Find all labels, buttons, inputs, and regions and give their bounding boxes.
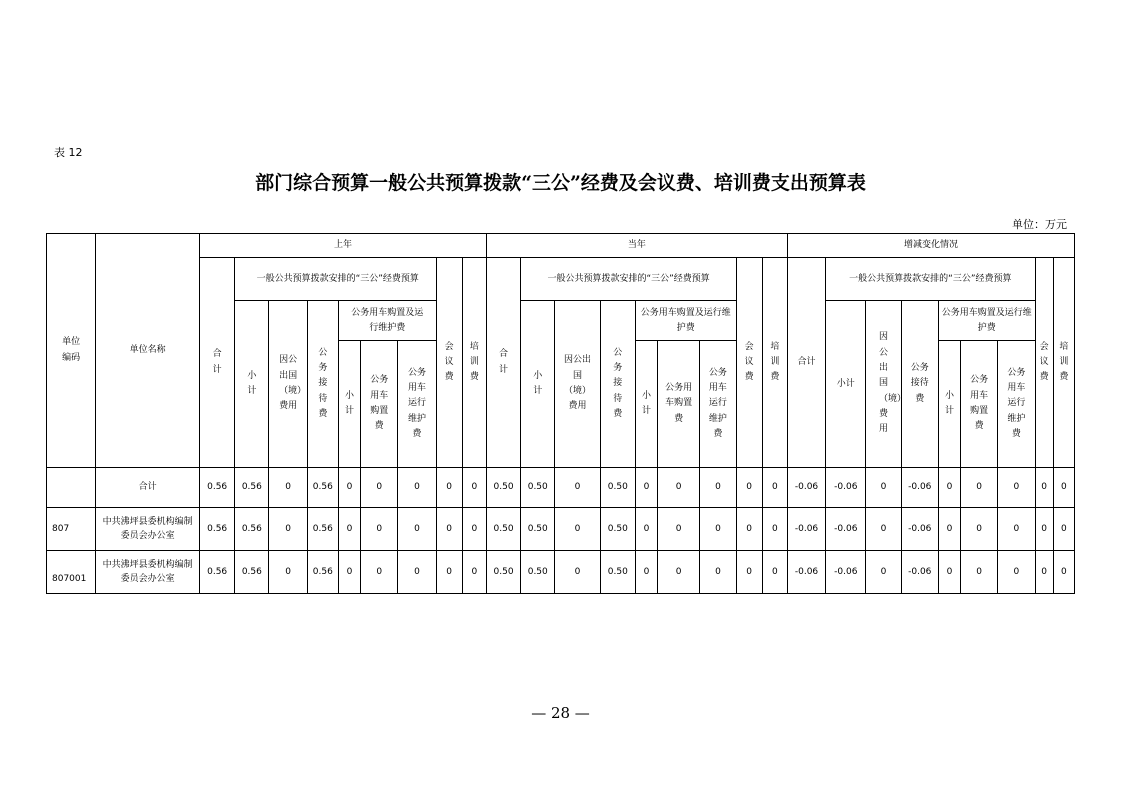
value-cell: 0: [762, 551, 787, 594]
value-cell: -0.06: [787, 468, 825, 508]
value-cell: 0: [1053, 551, 1074, 594]
value-cell: 0: [961, 551, 998, 594]
value-cell: 0.50: [521, 551, 555, 594]
value-cell: 0.56: [200, 551, 235, 594]
value-cell: 0: [998, 508, 1035, 551]
unit-name-cell: 中共沸坪县委机构编制委员会办公室: [96, 551, 200, 594]
header-reception: 公务接待费: [901, 301, 938, 468]
value-cell: -0.06: [826, 508, 866, 551]
value-cell: 0.56: [307, 551, 338, 594]
value-cell: 0: [361, 508, 398, 551]
header-this-year: 当年: [486, 234, 787, 258]
value-cell: 0: [361, 551, 398, 594]
value-cell: 0: [998, 551, 1035, 594]
value-cell: 0: [269, 508, 307, 551]
header-meeting: 会议费: [1035, 258, 1053, 468]
value-cell: 0: [658, 551, 700, 594]
header-change: 增减变化情况: [787, 234, 1074, 258]
value-cell: 0.56: [307, 508, 338, 551]
value-cell: 0: [635, 468, 657, 508]
value-cell: 0: [700, 468, 736, 508]
header-sangong: 一般公共预算拨款安排的“三公”经费预算: [235, 258, 436, 301]
header-vehicle-group: 公务用车购置及运行维护费: [635, 301, 736, 341]
unit-name-cell: 中共沸坪县委机构编制委员会办公室: [96, 508, 200, 551]
value-cell: -0.06: [901, 508, 938, 551]
value-cell: 0: [762, 468, 787, 508]
header-meeting: 会议费: [736, 258, 762, 468]
table-row: [47, 468, 1075, 508]
header-unit-code: 单位编码: [47, 234, 96, 468]
value-cell: 0: [762, 508, 787, 551]
unit-code-cell: 807: [47, 508, 96, 551]
header-sangong: 一般公共预算拨款安排的“三公”经费预算: [521, 258, 736, 301]
value-cell: -0.06: [787, 508, 825, 551]
value-cell: 0: [1053, 468, 1074, 508]
unit-code-cell: 807001: [47, 551, 96, 594]
header-vehicle-group: 公务用车购置及运行维护费: [338, 301, 436, 341]
value-cell: -0.06: [901, 468, 938, 508]
value-cell: 0: [961, 468, 998, 508]
value-cell: 0.50: [600, 468, 635, 508]
table-number: 表 12: [54, 146, 83, 159]
value-cell: 0.56: [235, 551, 269, 594]
value-cell: 0: [1053, 508, 1074, 551]
value-cell: 0: [555, 508, 600, 551]
page-number: — 28 —: [531, 704, 590, 722]
value-cell: -0.06: [826, 468, 866, 508]
header-total: 合计: [486, 258, 520, 468]
value-cell: 0: [700, 508, 736, 551]
budget-table: [46, 233, 1075, 594]
unit-code-cell: [47, 468, 96, 508]
value-cell: 0.50: [600, 551, 635, 594]
value-cell: 0: [555, 551, 600, 594]
value-cell: 0: [555, 468, 600, 508]
header-vehicle-operation: 公务用车运行维护费: [398, 341, 436, 468]
value-cell: 0: [961, 508, 998, 551]
value-cell: 0: [635, 551, 657, 594]
value-cell: 0.50: [486, 551, 520, 594]
header-subtotal: 小计: [235, 301, 269, 468]
header-last-year: 上年: [200, 234, 487, 258]
header-training: 培训费: [462, 258, 486, 468]
value-cell: 0: [269, 551, 307, 594]
value-cell: 0: [658, 468, 700, 508]
unit-label: 单位：万元: [1012, 218, 1067, 231]
header-vehicle-operation: 公务用车运行维护费: [998, 341, 1035, 468]
value-cell: 0.50: [486, 468, 520, 508]
value-cell: 0: [462, 508, 486, 551]
value-cell: -0.06: [901, 551, 938, 594]
value-cell: 0.56: [200, 468, 235, 508]
header-training: 培训费: [762, 258, 787, 468]
header-unit-name: 单位名称: [96, 234, 200, 468]
value-cell: 0.50: [600, 508, 635, 551]
value-cell: 0: [462, 551, 486, 594]
header-meeting: 会议费: [436, 258, 462, 468]
value-cell: 0: [938, 468, 960, 508]
header-vehicle-subtotal: 小计: [635, 341, 657, 468]
value-cell: 0: [1035, 468, 1053, 508]
value-cell: 0: [398, 551, 436, 594]
value-cell: 0: [361, 468, 398, 508]
value-cell: 0: [938, 508, 960, 551]
value-cell: 0: [736, 551, 762, 594]
header-abroad: 因公出国（境）费用: [555, 301, 600, 468]
header-vehicle-purchase: 公务用车购置费: [658, 341, 700, 468]
header-total: 合计: [787, 258, 825, 468]
header-row-2: [47, 258, 1075, 301]
value-cell: 0: [866, 468, 901, 508]
document-title: 部门综合预算一般公共预算拨款“三公”经费及会议费、培训费支出预算表: [255, 172, 866, 194]
header-total: 合计: [200, 258, 235, 468]
value-cell: 0: [269, 468, 307, 508]
header-row-1: [47, 234, 1075, 258]
table-row: [47, 508, 1075, 551]
value-cell: 0: [635, 508, 657, 551]
value-cell: 0.50: [521, 468, 555, 508]
value-cell: 0: [462, 468, 486, 508]
header-reception: 公务接待费: [600, 301, 635, 468]
value-cell: -0.06: [787, 551, 825, 594]
value-cell: 0: [658, 508, 700, 551]
header-vehicle-group: 公务用车购置及运行维护费: [938, 301, 1035, 341]
value-cell: 0: [700, 551, 736, 594]
header-vehicle-purchase: 公务用车购置费: [961, 341, 998, 468]
value-cell: -0.06: [826, 551, 866, 594]
header-vehicle-subtotal: 小计: [338, 341, 360, 468]
header-training: 培训费: [1053, 258, 1074, 468]
value-cell: 0: [938, 551, 960, 594]
value-cell: 0.50: [486, 508, 520, 551]
value-cell: 0.56: [307, 468, 338, 508]
value-cell: 0: [1035, 508, 1053, 551]
value-cell: 0.56: [235, 508, 269, 551]
value-cell: 0.56: [235, 468, 269, 508]
value-cell: 0.50: [521, 508, 555, 551]
value-cell: 0: [398, 508, 436, 551]
unit-name-cell: 合计: [96, 468, 200, 508]
table-row: [47, 551, 1075, 594]
header-subtotal: 小计: [826, 301, 866, 468]
header-vehicle-purchase: 公务用车购置费: [361, 341, 398, 468]
value-cell: 0: [1035, 551, 1053, 594]
header-vehicle-subtotal: 小计: [938, 341, 960, 468]
value-cell: 0: [866, 508, 901, 551]
header-vehicle-operation: 公务用车运行维护费: [700, 341, 736, 468]
value-cell: 0: [436, 468, 462, 508]
value-cell: 0.56: [200, 508, 235, 551]
value-cell: 0: [436, 551, 462, 594]
value-cell: 0: [338, 508, 360, 551]
value-cell: 0: [998, 468, 1035, 508]
header-sangong: 一般公共预算拨款安排的“三公”经费预算: [826, 258, 1035, 301]
header-abroad: 因公出国（境）费用: [866, 301, 901, 468]
header-reception: 公务接待费: [307, 301, 338, 468]
header-subtotal: 小计: [521, 301, 555, 468]
value-cell: 0: [398, 468, 436, 508]
value-cell: 0: [338, 551, 360, 594]
header-abroad: 因公出国（境）费用: [269, 301, 307, 468]
value-cell: 0: [436, 508, 462, 551]
value-cell: 0: [736, 508, 762, 551]
value-cell: 0: [338, 468, 360, 508]
value-cell: 0: [866, 551, 901, 594]
value-cell: 0: [736, 468, 762, 508]
